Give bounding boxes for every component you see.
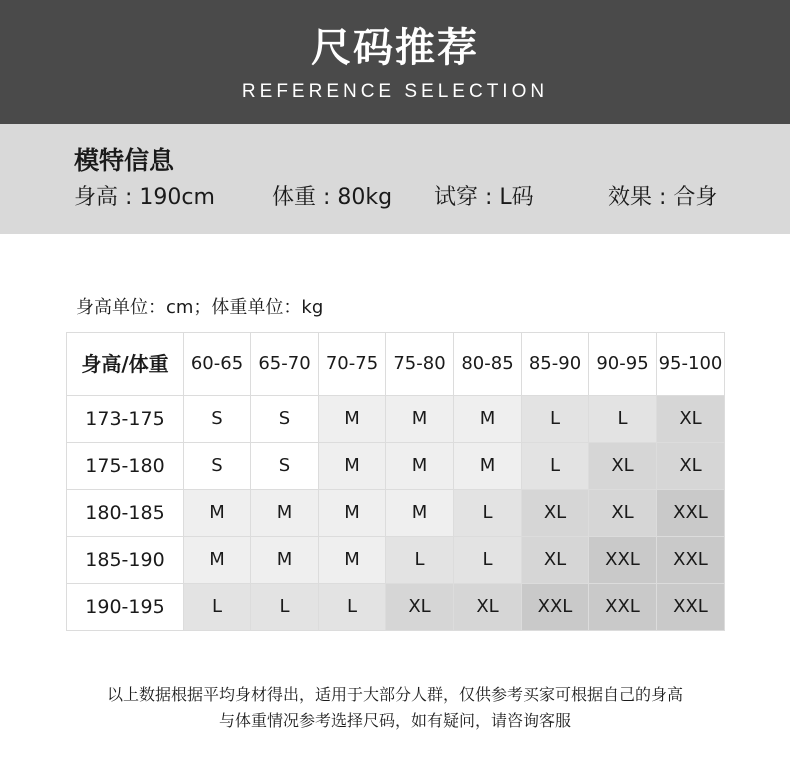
disclaimer-note: [0, 682, 790, 734]
size-cell: XL: [522, 537, 589, 584]
table-row: [67, 396, 725, 443]
model-height: 身高 : 190cm: [74, 185, 215, 210]
table-row: [67, 490, 725, 537]
model-tryon-size: 试穿 : L码: [434, 185, 534, 210]
size-cell: XXL: [589, 584, 657, 631]
size-cell: M: [319, 396, 386, 443]
height-range-label: 180-185: [67, 490, 184, 537]
size-cell: XL: [454, 584, 522, 631]
size-cell: S: [251, 396, 319, 443]
units-note: 身高单位：cm；体重单位：kg: [76, 297, 324, 318]
size-cell: XL: [386, 584, 454, 631]
height-range-label: 173-175: [67, 396, 184, 443]
disclaimer-line-1: 以上数据根据平均身材得出，适用于大部分人群，仅供参考买家可根据自己的身高: [106, 685, 683, 704]
model-fit-effect: 效果 : 合身: [608, 185, 718, 210]
size-cell: XXL: [657, 537, 725, 584]
size-cell: M: [386, 396, 454, 443]
size-cell: XXL: [657, 584, 725, 631]
weight-range-header: 80-85: [454, 333, 522, 396]
size-cell: XL: [589, 443, 657, 490]
header-banner: [0, 0, 790, 124]
weight-range-header: 85-90: [522, 333, 589, 396]
size-chart-table: [66, 332, 725, 631]
size-cell: S: [184, 443, 251, 490]
height-range-label: 185-190: [67, 537, 184, 584]
page-title: 尺码推荐: [311, 25, 479, 71]
size-cell: M: [319, 443, 386, 490]
page-subtitle: REFERENCE SELECTION: [241, 81, 549, 102]
size-cell: M: [319, 490, 386, 537]
model-info-title: 模特信息: [74, 146, 175, 175]
size-cell: XXL: [657, 490, 725, 537]
size-cell: M: [251, 490, 319, 537]
height-range-label: 175-180: [67, 443, 184, 490]
size-cell: M: [454, 396, 522, 443]
table-corner-header: 身高/体重: [67, 333, 184, 396]
size-cell: M: [454, 443, 522, 490]
size-cell: M: [319, 537, 386, 584]
model-info-panel: [0, 124, 790, 234]
size-cell: M: [184, 537, 251, 584]
size-cell: XXL: [522, 584, 589, 631]
size-cell: L: [454, 537, 522, 584]
size-cell: L: [522, 396, 589, 443]
size-cell: S: [184, 396, 251, 443]
weight-range-header: 95-100: [657, 333, 725, 396]
table-row: [67, 584, 725, 631]
size-cell: XL: [522, 490, 589, 537]
weight-range-header: 60-65: [184, 333, 251, 396]
size-cell: S: [251, 443, 319, 490]
weight-range-header: 90-95: [589, 333, 657, 396]
weight-range-header: 65-70: [251, 333, 319, 396]
size-cell: M: [386, 443, 454, 490]
table-header-row: [67, 333, 725, 396]
height-range-label: 190-195: [67, 584, 184, 631]
size-cell: M: [184, 490, 251, 537]
weight-range-header: 75-80: [386, 333, 454, 396]
weight-range-header: 70-75: [319, 333, 386, 396]
table-row: [67, 537, 725, 584]
size-cell: XL: [657, 443, 725, 490]
size-cell: L: [386, 537, 454, 584]
size-cell: M: [386, 490, 454, 537]
size-cell: L: [589, 396, 657, 443]
size-cell: M: [251, 537, 319, 584]
size-cell: L: [251, 584, 319, 631]
size-cell: L: [454, 490, 522, 537]
disclaimer-line-2: 与体重情况参考选择尺码，如有疑问，请咨询客服: [218, 711, 571, 730]
size-cell: XL: [589, 490, 657, 537]
size-cell: L: [184, 584, 251, 631]
size-cell: XXL: [589, 537, 657, 584]
size-cell: L: [319, 584, 386, 631]
table-row: [67, 443, 725, 490]
size-cell: L: [522, 443, 589, 490]
model-weight: 体重 : 80kg: [272, 185, 393, 210]
size-cell: XL: [657, 396, 725, 443]
